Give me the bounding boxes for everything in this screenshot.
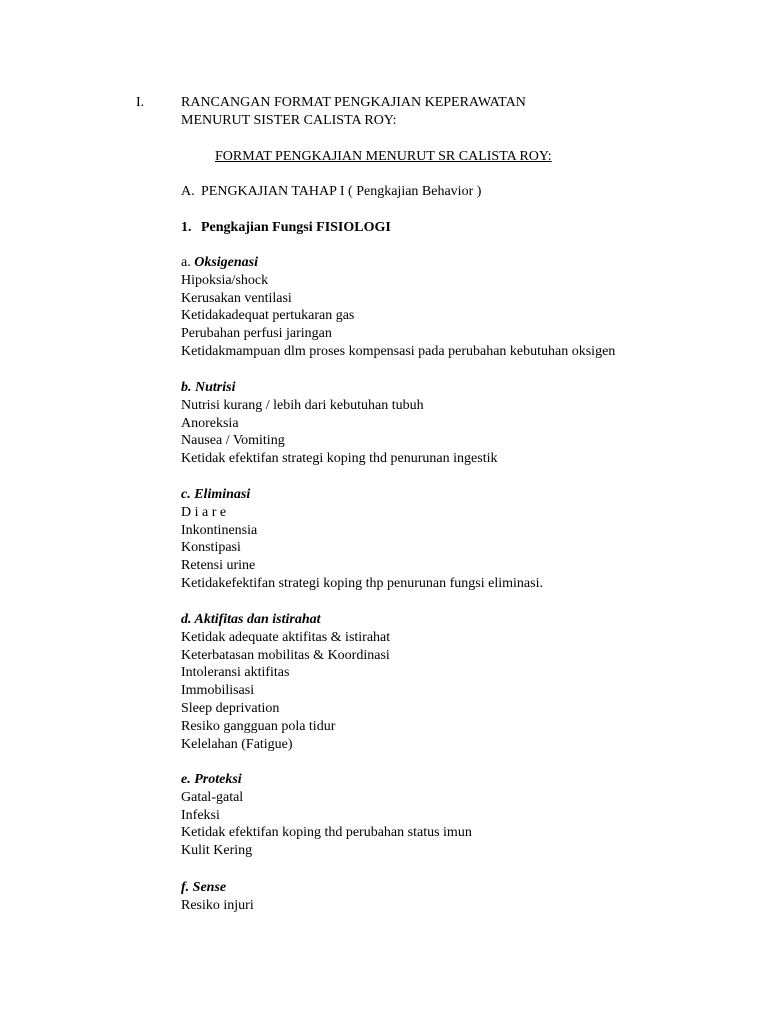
section-letter: f. (181, 880, 190, 895)
list-item: Kerusakan ventilasi (181, 290, 292, 306)
section-letter: e. (181, 772, 191, 787)
list-item: Infeksi (181, 807, 220, 823)
heading-number: I. (136, 95, 145, 110)
stage-heading: PENGKAJIAN TAHAP I ( Pengkajian Behavior ) (201, 184, 482, 199)
section-proteksi (181, 771, 741, 860)
list-item: Ketidakmampuan dlm proses kompensasi pada perubahan kebutuhan oksigen (181, 343, 616, 359)
section-name: Eliminasi (194, 487, 251, 502)
list-item: Resiko gangguan pola tidur (181, 718, 336, 734)
section-sense (181, 879, 741, 915)
list-item: Konstipasi (181, 540, 241, 556)
list-item: Immobilisasi (181, 683, 255, 699)
list-item: Ketidakefektifan strategi koping thp penurunan fungsi eliminasi. (181, 575, 543, 591)
section-title (181, 254, 741, 272)
list-item: Ketidak efektifan koping thd perubahan status imun (181, 825, 472, 841)
list-item: Hipoksia/shock (181, 272, 269, 288)
list-item: Keterbatasan mobilitas & Koordinasi (181, 647, 390, 663)
section-nutrisi (181, 379, 741, 468)
list-item: Nausea / Vomiting (181, 433, 285, 449)
section-title (181, 379, 741, 397)
heading-line-1: RANCANGAN FORMAT PENGKAJIAN KEPERAWATAN (181, 95, 526, 110)
list-item: D i a r e (181, 504, 227, 520)
list-item: Retensi urine (181, 558, 256, 574)
list-item: Kelelahan (Fatigue) (181, 736, 293, 752)
section-title (181, 879, 741, 897)
subsection-heading: Pengkajian Fungsi FISIOLOGI (201, 220, 391, 235)
list-item: Ketidakadequat pertukaran gas (181, 308, 355, 324)
section-aktifitas (181, 611, 741, 753)
list-item: Intoleransi aktifitas (181, 665, 290, 681)
list-item: Ketidak efektifan strategi koping thd penurunan ingestik (181, 451, 498, 467)
section-title (181, 611, 741, 629)
list-item: Perubahan perfusi jaringan (181, 326, 332, 342)
section-name: Aktifitas dan istirahat (194, 612, 321, 627)
list-item: Resiko injuri (181, 897, 254, 913)
stage-prefix: A. (181, 184, 195, 199)
list-item: Sleep deprivation (181, 700, 280, 716)
list-item: Anoreksia (181, 415, 239, 431)
subsection-prefix: 1. (181, 220, 192, 235)
document-heading (181, 94, 526, 130)
section-oksigenasi (181, 254, 741, 361)
section-name: Proteksi (194, 772, 242, 787)
document-subtitle: FORMAT PENGKAJIAN MENURUT SR CALISTA ROY: (215, 149, 552, 164)
list-item: Nutrisi kurang / lebih dari kebutuhan tubuh (181, 397, 424, 413)
section-letter: b. (181, 380, 192, 395)
section-letter: a. (181, 255, 191, 270)
section-letter: d. (181, 612, 192, 627)
section-title (181, 486, 741, 504)
section-name: Oksigenasi (194, 255, 259, 270)
section-title (181, 771, 741, 789)
heading-line-2: MENURUT SISTER CALISTA ROY: (181, 112, 397, 128)
list-item: Gatal-gatal (181, 789, 244, 805)
section-eliminasi (181, 486, 741, 593)
list-item: Ketidak adequate aktifitas & istirahat (181, 629, 391, 645)
list-item: Inkontinensia (181, 522, 258, 538)
section-name: Sense (192, 880, 227, 895)
list-item: Kulit Kering (181, 843, 253, 859)
section-letter: c. (181, 487, 191, 502)
section-name: Nutrisi (195, 380, 236, 395)
